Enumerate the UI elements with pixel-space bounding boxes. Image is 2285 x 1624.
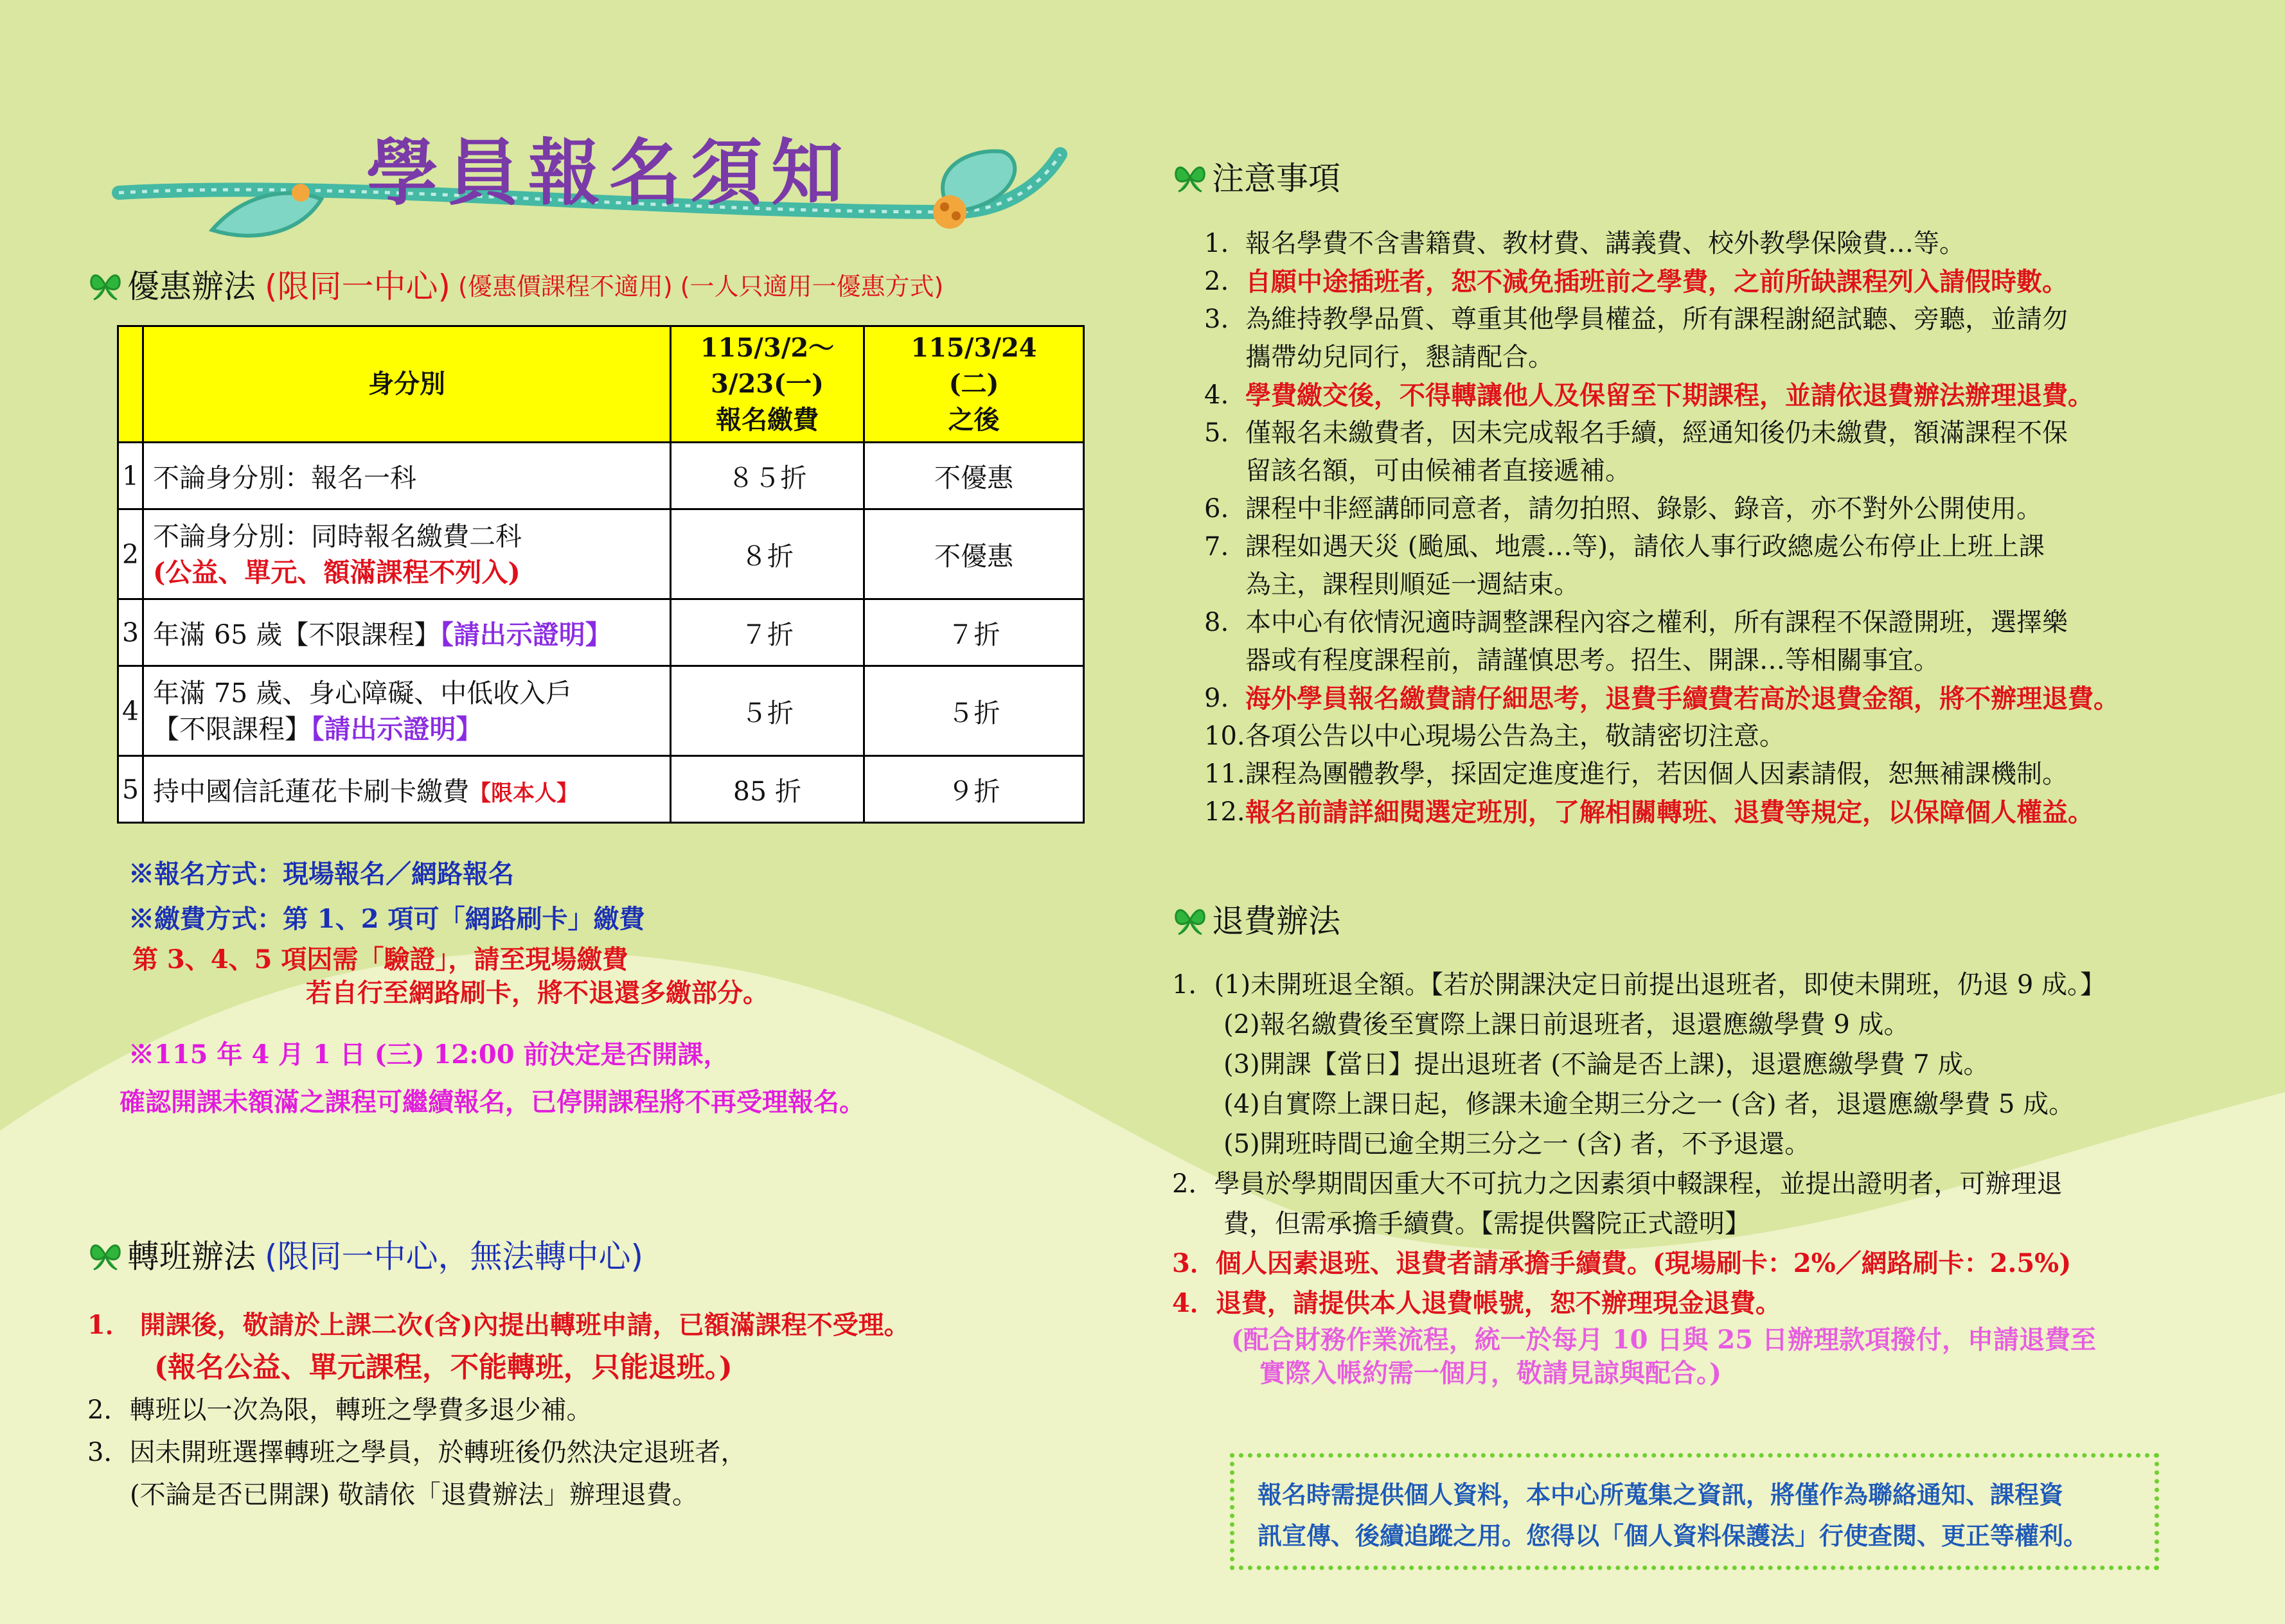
transfer-item-1: 1． 開課後，敬請於上課二次(含)內提出轉班申請，已額滿課程不受理。 <box>87 1310 910 1340</box>
notice-item-text: 為維持教學品質、尊重其他學員權益，所有課程謝絕試聽、旁聽，並請勿 <box>1245 304 2068 334</box>
header-number-cell <box>118 326 143 443</box>
row-identity <box>143 666 671 756</box>
row-discount-period-1: ８５折 <box>671 443 864 509</box>
row-identity-proof-note: 【請出示證明】 <box>311 713 483 745</box>
notice-item <box>1204 414 2119 490</box>
row-identity-text: 不論身分別：同時報名繳費二科 <box>153 520 522 552</box>
notice-item <box>1204 225 2119 263</box>
discount-note-1: (優惠價課程不適用) <box>458 272 673 301</box>
row-identity-proof-note: 【請出示證明】 <box>440 619 612 650</box>
refund-list <box>1172 965 2106 1390</box>
row-discount-period-1: ８折 <box>671 509 864 599</box>
row-identity-red-tag: 【限本人】 <box>469 781 578 806</box>
notice-item-number: 6. <box>1204 494 1229 524</box>
notice-item-number: 9. <box>1204 684 1229 713</box>
notice-item-body <box>1245 225 1965 263</box>
table-row <box>118 666 1084 756</box>
transfer-item-1-note: (報名公益、單元課程，不能轉班，只能退班。) <box>154 1351 733 1384</box>
notice-heading <box>1172 153 1340 199</box>
refund-item-4: 4．退費，請提供本人退費帳號，恕不辦理現金退費。 <box>1172 1288 1781 1318</box>
refund-heading-text: 退費辦法 <box>1212 903 1340 940</box>
notice-item-continuation: 留該名額，可由候補者直接遞補。 <box>1245 456 1631 486</box>
row-identity-text: 年滿 75 歲、身心障礙、中低收入戶 <box>153 677 573 709</box>
notice-item-text: 本中心有依情況適時調整課程內容之權利，所有課程不保證開班，選擇樂 <box>1245 608 2068 637</box>
refund-item-1: 1．(1)未開班退全額。【若於開課決定日前提出退班者，即使未開班，仍退 9 成。】 <box>1172 970 2106 1000</box>
notice-item-text: 報名前請詳細閱選定班別，了解相關轉班、退費等規定，以保障個人權益。 <box>1245 797 2094 827</box>
refund-item-1-5: (5)開班時間已逾全期三分之一 (含) 者，不予退還。 <box>1223 1129 1811 1159</box>
notice-item <box>1204 263 2119 301</box>
row-number: 3 <box>118 599 143 666</box>
notice-item-text: 學費繳交後，不得轉讓他人及保留至下期課程，並請依退費辦法辦理退費。 <box>1245 380 2094 410</box>
row-identity-text: 持中國信託蓮花卡刷卡繳費 <box>153 776 469 807</box>
verification-note <box>132 943 769 1010</box>
table-row <box>118 509 1084 599</box>
transfer-item-3: 3．因未開班選擇轉班之學員，於轉班後仍然決定退班者， <box>87 1438 747 1467</box>
refund-item-4-note-2: 實際入帳約需一個月，敬請見諒與配合。) <box>1259 1358 1721 1388</box>
notice-item-text: 各項公告以中心現場公告為主，敬請密切注意。 <box>1245 721 1785 751</box>
notice-item-body <box>1245 604 2068 680</box>
header-period-1-line: 報名繳費 <box>716 405 819 435</box>
notice-item <box>1204 301 2119 376</box>
table-row <box>118 443 1084 509</box>
header-period-2-line: (二) <box>948 369 999 399</box>
notice-item-number: 4. <box>1204 380 1229 410</box>
notice-item-text: 報名學費不含書籍費、教材費、講義費、校外教學保險費…等。 <box>1245 229 1965 258</box>
notice-item <box>1204 718 2119 755</box>
notice-item-continuation: 器或有程度課程前，請謹慎思考。招生、開課…等相關事宜。 <box>1245 646 1939 675</box>
row-discount-period-1: ５折 <box>671 666 864 756</box>
notice-item-number: 5. <box>1204 418 1229 448</box>
transfer-item-2: 2．轉班以一次為限，轉班之學費多退少補。 <box>87 1395 592 1425</box>
header-identity: 身分別 <box>143 326 671 443</box>
notice-item-body <box>1245 793 2094 831</box>
privacy-line-1: 報名時需提供個人資料，本中心所蒐集之資訊，將僅作為聯絡通知、課程資 <box>1258 1481 2064 1509</box>
notice-list <box>1204 225 2119 831</box>
header-period-2 <box>864 326 1084 443</box>
row-identity <box>143 443 671 509</box>
leaf-icon <box>87 266 123 302</box>
table-row <box>118 599 1084 666</box>
notice-heading-text: 注意事項 <box>1212 160 1340 197</box>
transfer-heading-paren: (限同一中心，無法轉中心) <box>265 1238 644 1275</box>
notice-item-body <box>1245 263 2068 301</box>
transfer-list <box>87 1304 910 1516</box>
transfer-item-3-cont: (不論是否已開課) 敬請依「退費辦法」辦理退費。 <box>130 1480 698 1510</box>
notice-item-text: 僅報名未繳費者，因未完成報名手續，經通知後仍未繳費，額滿課程不保 <box>1245 418 2068 448</box>
header-period-2-line: 115/3/24 <box>911 333 1037 363</box>
row-identity <box>143 756 671 823</box>
notice-item-body <box>1245 301 2068 376</box>
discount-heading-text: 優惠辦法 <box>127 268 256 305</box>
notice-item-body <box>1245 414 2068 490</box>
privacy-notice-box <box>1230 1453 2159 1570</box>
notice-item-text: 海外學員報名繳費請仔細思考，退費手續費若高於退費金額，將不辦理退費。 <box>1245 684 2119 714</box>
notice-item-number: 2. <box>1204 267 1229 296</box>
row-discount-period-1: 85 折 <box>671 756 864 823</box>
items-345-note: 第 3、4、5 項因需「驗證」，請至現場繳費 <box>132 944 628 975</box>
leaf-icon <box>1172 158 1208 194</box>
transfer-heading <box>87 1231 643 1277</box>
transfer-heading-text: 轉班辦法 <box>127 1238 256 1275</box>
notice-item-continuation: 為主，課程則順延一週結束。 <box>1245 570 1579 599</box>
notice-item-number: 12. <box>1204 797 1245 827</box>
row-identity-red-note: (公益、單元、額滿課程不列入) <box>153 556 520 588</box>
notice-item <box>1204 604 2119 680</box>
notice-item-text: 課程如遇天災 (颱風、地震…等)，請依人事行政總處公布停止上班上課 <box>1245 532 2045 561</box>
row-discount-period-2: 不優惠 <box>864 509 1084 599</box>
online-payment-warning: 若自行至網路刷卡，將不退還多繳部分。 <box>306 978 769 1008</box>
refund-item-2-cont: 費，但需承擔手續費。【需提供醫院正式證明】 <box>1223 1209 1750 1239</box>
row-discount-period-2: 不優惠 <box>864 443 1084 509</box>
notice-item-text: 自願中途插班者，恕不減免插班前之學費，之前所缺課程列入請假時數。 <box>1245 267 2068 297</box>
row-identity-text: 年滿 65 歲【不限課程】 <box>153 619 441 650</box>
page-title: 學員報名須知 <box>366 132 852 215</box>
row-discount-period-2: ５折 <box>864 666 1084 756</box>
notice-item <box>1204 528 2119 604</box>
row-discount-period-2: ７折 <box>864 599 1084 666</box>
notice-item-number: 8. <box>1204 608 1229 637</box>
row-discount-period-1: ７折 <box>671 599 864 666</box>
notice-item-text: 課程為團體教學，採固定進度進行，若因個人因素請假，恕無補課機制。 <box>1245 759 2068 789</box>
refund-item-4-note: (配合財務作業流程，統一於每月 10 日與 25 日辦理款項撥付，申請退費至 <box>1231 1325 2096 1355</box>
row-number: 4 <box>118 666 143 756</box>
row-discount-period-2: ９折 <box>864 756 1084 823</box>
notice-item-number: 10. <box>1204 721 1245 751</box>
notice-item <box>1204 755 2119 793</box>
table-header-row <box>118 326 1084 443</box>
deadline-note: ※115 年 4 月 1 日 (三) 12:00 前決定是否開課， <box>129 1039 729 1070</box>
notice-item-continuation: 攜帶幼兒同行，懇請配合。 <box>1245 342 1554 372</box>
notice-item-body <box>1245 376 2094 414</box>
discount-heading-paren: (限同一中心) <box>265 268 451 305</box>
notice-item <box>1204 490 2119 528</box>
notice-item-number: 3. <box>1204 304 1229 334</box>
discount-table <box>117 325 1085 824</box>
row-identity <box>143 599 671 666</box>
refund-item-2: 2．學員於學期間因重大不可抗力之因素須中輟課程，並提出證明者，可辦理退 <box>1172 1169 2063 1199</box>
registration-method: ※報名方式：現場報名／網路報名 <box>129 859 514 889</box>
notice-item-number: 1. <box>1204 229 1229 258</box>
header-period-2-line: 之後 <box>948 405 1000 435</box>
refund-heading <box>1172 896 1340 942</box>
registration-notes <box>129 852 645 942</box>
notice-item-body <box>1245 528 2045 604</box>
row-number: 2 <box>118 509 143 599</box>
notice-item-body <box>1245 718 1785 755</box>
notice-item-body <box>1245 490 2042 528</box>
row-identity-text: 不論身分別：報名一科 <box>153 463 416 493</box>
payment-method: ※繳費方式：第 1、2 項可「網路刷卡」繳費 <box>129 904 645 934</box>
notice-item <box>1204 376 2119 414</box>
notice-item-body <box>1245 680 2119 718</box>
notice-item <box>1204 680 2119 718</box>
notice-item <box>1204 793 2119 831</box>
refund-item-3: 3．個人因素退班、退費者請承擔手續費。(現場刷卡：2%／網路刷卡：2.5%) <box>1172 1248 2072 1278</box>
row-number: 1 <box>118 443 143 509</box>
discount-heading <box>87 261 943 307</box>
header-period-1 <box>671 326 864 443</box>
leaf-icon <box>87 1236 123 1272</box>
header-period-1-line: 115/3/2～ <box>700 333 835 363</box>
row-number: 5 <box>118 756 143 823</box>
refund-item-1-3: (3)開課【當日】提出退班者 (不論是否上課)，退還應繳學費 7 成。 <box>1223 1050 1989 1079</box>
row-identity-text: 【不限課程】 <box>153 713 311 745</box>
refund-item-1-2: (2)報名繳費後至實際上課日前退班者，退還應繳學費 9 成。 <box>1223 1010 1910 1039</box>
leaf-icon <box>1172 901 1208 937</box>
table-row <box>118 756 1084 823</box>
row-identity <box>143 509 671 599</box>
notice-item-text: 課程中非經講師同意者，請勿拍照、錄影、錄音，亦不對外公開使用。 <box>1245 494 2042 524</box>
notice-item-body <box>1245 755 2068 793</box>
notice-item-number: 11. <box>1204 759 1245 789</box>
discount-note-2: (一人只適用一優惠方式) <box>680 272 944 301</box>
refund-item-1-4: (4)自實際上課日起，修課未逾全期三分之一 (含) 者，退還應繳學費 5 成。 <box>1223 1090 2075 1119</box>
notice-item-number: 7. <box>1204 532 1229 561</box>
deadline-note-2: 確認開課未額滿之課程可繼續報名，已停開課程將不再受理報名。 <box>120 1087 865 1117</box>
header-period-1-line: 3/23(一) <box>711 369 824 399</box>
privacy-line-2: 訊宣傳、後續追蹤之用。您得以「個人資料保護法」行使查閱、更正等權利。 <box>1258 1522 2088 1550</box>
